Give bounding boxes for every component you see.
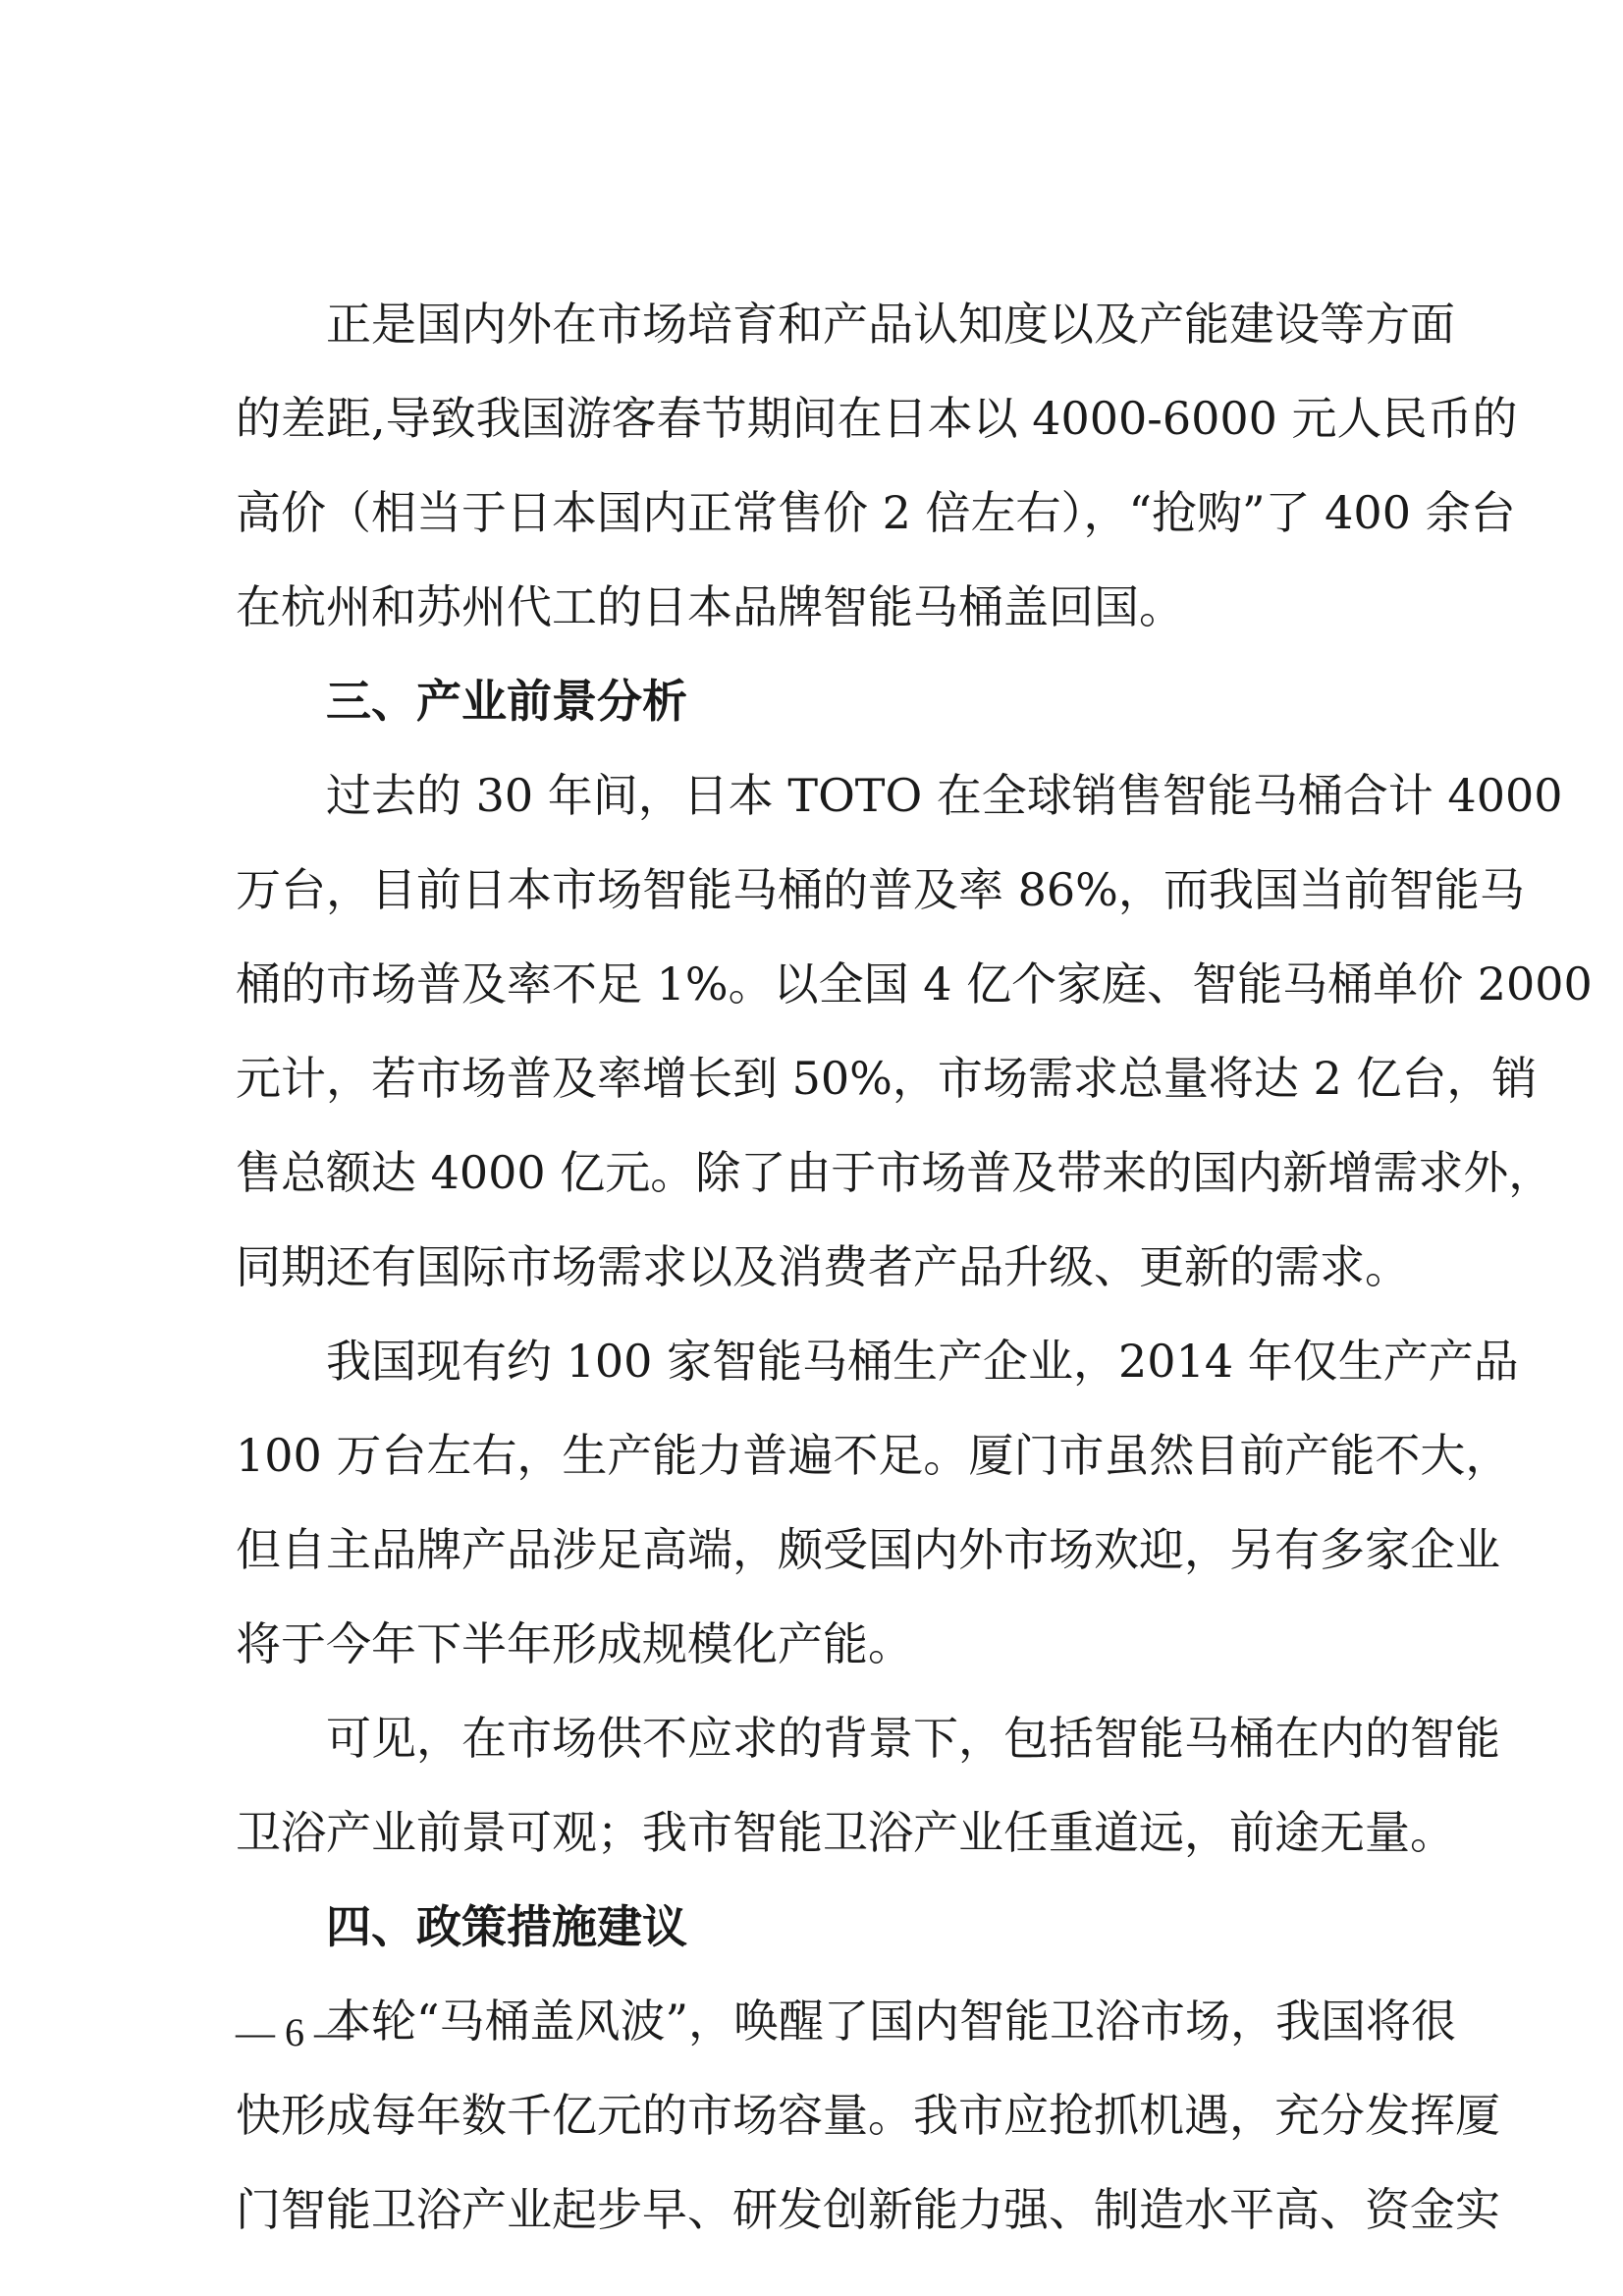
paragraph-line: 100 万台左右，生产能力普遍不足。厦门市虽然目前产能不大，: [236, 1429, 1511, 1482]
page-number: — 6 —: [236, 2010, 353, 2054]
paragraph-line: 在杭州和苏州代工的日本品牌智能马桶盖回国。: [236, 580, 1184, 633]
paragraph-line: 卫浴产业前景可观；我市智能卫浴产业任重道远，前途无量。: [236, 1806, 1455, 1859]
paragraph-line: 将于今年下半年形成规模化产能。: [236, 1617, 913, 1670]
paragraph-line: 正是国内外在市场培育和产品认知度以及产能建设等方面: [326, 298, 1455, 351]
paragraph-line: 同期还有国际市场需求以及消费者产品升级、更新的需求。: [236, 1240, 1410, 1293]
paragraph-line: 但自主品牌产品涉足高端，颇受国内外市场欢迎，另有多家企业: [236, 1523, 1500, 1576]
paragraph-line: 元计，若市场普及率增长到 50%，市场需求总量将达 2 亿台，销: [236, 1052, 1538, 1105]
paragraph-line: 快形成每年数千亿元的市场容量。我市应抢抓机遇，充分发挥厦: [236, 2089, 1500, 2142]
paragraph-line: 万台，目前日本市场智能马桶的普及率 86%，而我国当前智能马: [236, 863, 1525, 916]
paragraph-line: 我国现有约 100 家智能马桶生产企业，2014 年仅生产产品: [326, 1335, 1519, 1388]
section-heading: 三、产业前景分析: [326, 675, 687, 728]
paragraph-line: 过去的 30 年间，日本 TOTO 在全球销售智能马桶合计 4000: [326, 769, 1563, 822]
paragraph-line: 桶的市场普及率不足 1%。以全国 4 亿个家庭、智能马桶单价 2000: [236, 957, 1593, 1011]
paragraph-line: 高价（相当于日本国内正常售价 2 倍左右），“抢购”了 400 余台: [236, 486, 1516, 539]
paragraph-line: 门智能卫浴产业起步早、研发创新能力强、制造水平高、资金实: [236, 2183, 1500, 2236]
paragraph-line: 本轮“马桶盖风波”，唤醒了国内智能卫浴市场，我国将很: [326, 1995, 1457, 2048]
section-heading: 四、政策措施建议: [326, 1900, 687, 1953]
paragraph-line: 可见，在市场供不应求的背景下，包括智能马桶在内的智能: [326, 1712, 1500, 1765]
document-body: [236, 277, 1593, 2257]
paragraph-line: 的差距,导致我国游客春节期间在日本以 4000-6000 元人民币的: [236, 392, 1518, 445]
paragraph-line: 售总额达 4000 亿元。除了由于市场普及带来的国内新增需求外，: [236, 1146, 1554, 1199]
